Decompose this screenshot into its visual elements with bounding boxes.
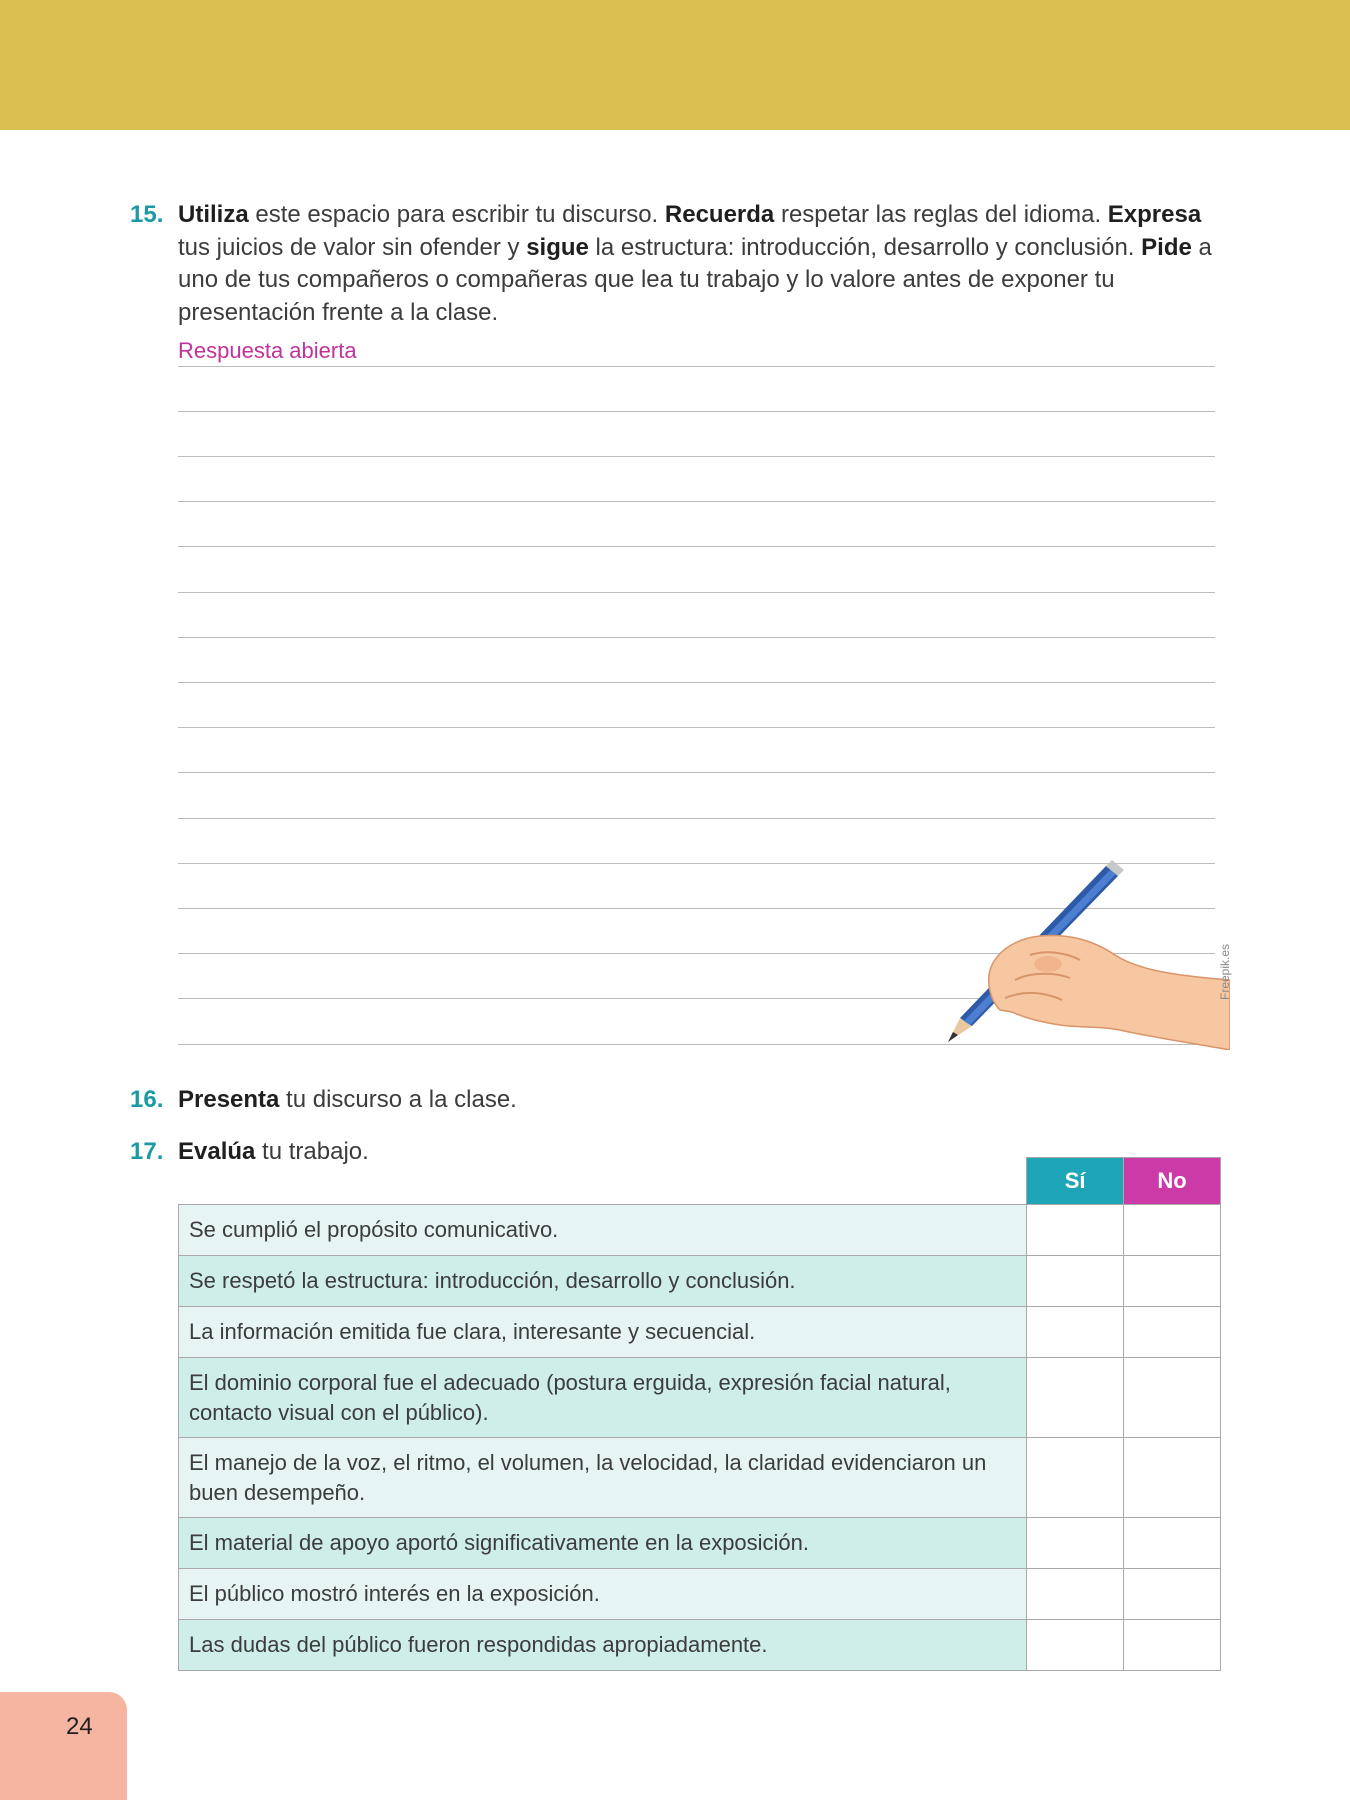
writing-line xyxy=(178,772,1215,773)
check-cell-no[interactable] xyxy=(1124,1205,1221,1256)
criterion-text: El manejo de la voz, el ritmo, el volumen, la velocidad, la claridad evidenciaron un buen desempeño. xyxy=(179,1438,1027,1518)
activity-number: 17. xyxy=(130,1138,164,1165)
table-row xyxy=(179,1205,1221,1256)
table-row xyxy=(179,1438,1221,1518)
hand-writing-illustration xyxy=(930,860,1230,1050)
table-row xyxy=(179,1620,1221,1671)
writing-line xyxy=(178,818,1215,819)
writing-line xyxy=(178,366,1215,367)
table-row xyxy=(179,1256,1221,1307)
check-cell-no[interactable] xyxy=(1124,1438,1221,1518)
check-cell-yes[interactable] xyxy=(1027,1256,1124,1307)
writing-line xyxy=(178,682,1215,683)
table-row xyxy=(179,1358,1221,1438)
check-cell-no[interactable] xyxy=(1124,1358,1221,1438)
writing-line xyxy=(178,637,1215,638)
check-cell-yes[interactable] xyxy=(1027,1307,1124,1358)
criterion-text: El público mostró interés en la exposición. xyxy=(179,1569,1027,1620)
check-cell-yes[interactable] xyxy=(1027,1620,1124,1671)
criterion-text: Se cumplió el propósito comunicativo. xyxy=(179,1205,1027,1256)
check-cell-no[interactable] xyxy=(1124,1620,1221,1671)
page-number: 24 xyxy=(66,1713,93,1740)
writing-line xyxy=(178,546,1215,547)
table-header-row xyxy=(179,1158,1221,1205)
criterion-text: La información emitida fue clara, interesante y secuencial. xyxy=(179,1307,1027,1358)
criterion-text: El material de apoyo aportó significativamente en la exposición. xyxy=(179,1518,1027,1569)
activity-instructions: Evalúa tu trabajo. xyxy=(178,1138,369,1165)
evaluation-table xyxy=(178,1157,1221,1671)
answer-text: Respuesta abierta xyxy=(178,338,357,363)
writing-line xyxy=(178,501,1215,502)
column-yes: Sí xyxy=(1027,1158,1124,1205)
check-cell-no[interactable] xyxy=(1124,1256,1221,1307)
writing-line xyxy=(178,411,1215,412)
activity-16 xyxy=(130,1084,830,1118)
activity-instructions: Utiliza este espacio para escribir tu discurso. Recuerda respetar las reglas del idioma. Expresa tus juicios de valor sin ofender y sigue la estructura: introducción, desarrollo y conclusión. Pide a uno de tus compañeros o compañeras que lea tu trabajo y lo valore antes de exponer tu presentación frente a la clase. xyxy=(178,201,1212,326)
check-cell-yes[interactable] xyxy=(1027,1438,1124,1518)
activity-number: 15. xyxy=(130,201,164,228)
check-cell-no[interactable] xyxy=(1124,1307,1221,1358)
check-cell-yes[interactable] xyxy=(1027,1569,1124,1620)
activity-instructions: Presenta tu discurso a la clase. xyxy=(178,1086,517,1113)
table-row xyxy=(179,1307,1221,1358)
writing-line xyxy=(178,456,1215,457)
image-credit: Freepik.es xyxy=(1218,943,1232,1000)
hand-icon xyxy=(989,936,1230,1050)
check-cell-yes[interactable] xyxy=(1027,1518,1124,1569)
check-cell-yes[interactable] xyxy=(1027,1358,1124,1438)
activity-number: 16. xyxy=(130,1086,164,1113)
criterion-text: El dominio corporal fue el adecuado (postura erguida, expresión facial natural, contacto visual con el público). xyxy=(179,1358,1027,1438)
writing-line xyxy=(178,727,1215,728)
page-tab xyxy=(0,1692,127,1800)
criterion-text: Se respetó la estructura: introducción, desarrollo y conclusión. xyxy=(179,1256,1027,1307)
check-cell-no[interactable] xyxy=(1124,1569,1221,1620)
criterion-text: Las dudas del público fueron respondidas apropiadamente. xyxy=(179,1620,1027,1671)
table-row xyxy=(179,1569,1221,1620)
writing-line xyxy=(178,592,1215,593)
check-cell-no[interactable] xyxy=(1124,1518,1221,1569)
table-row xyxy=(179,1518,1221,1569)
column-no: No xyxy=(1124,1158,1221,1205)
check-cell-yes[interactable] xyxy=(1027,1205,1124,1256)
